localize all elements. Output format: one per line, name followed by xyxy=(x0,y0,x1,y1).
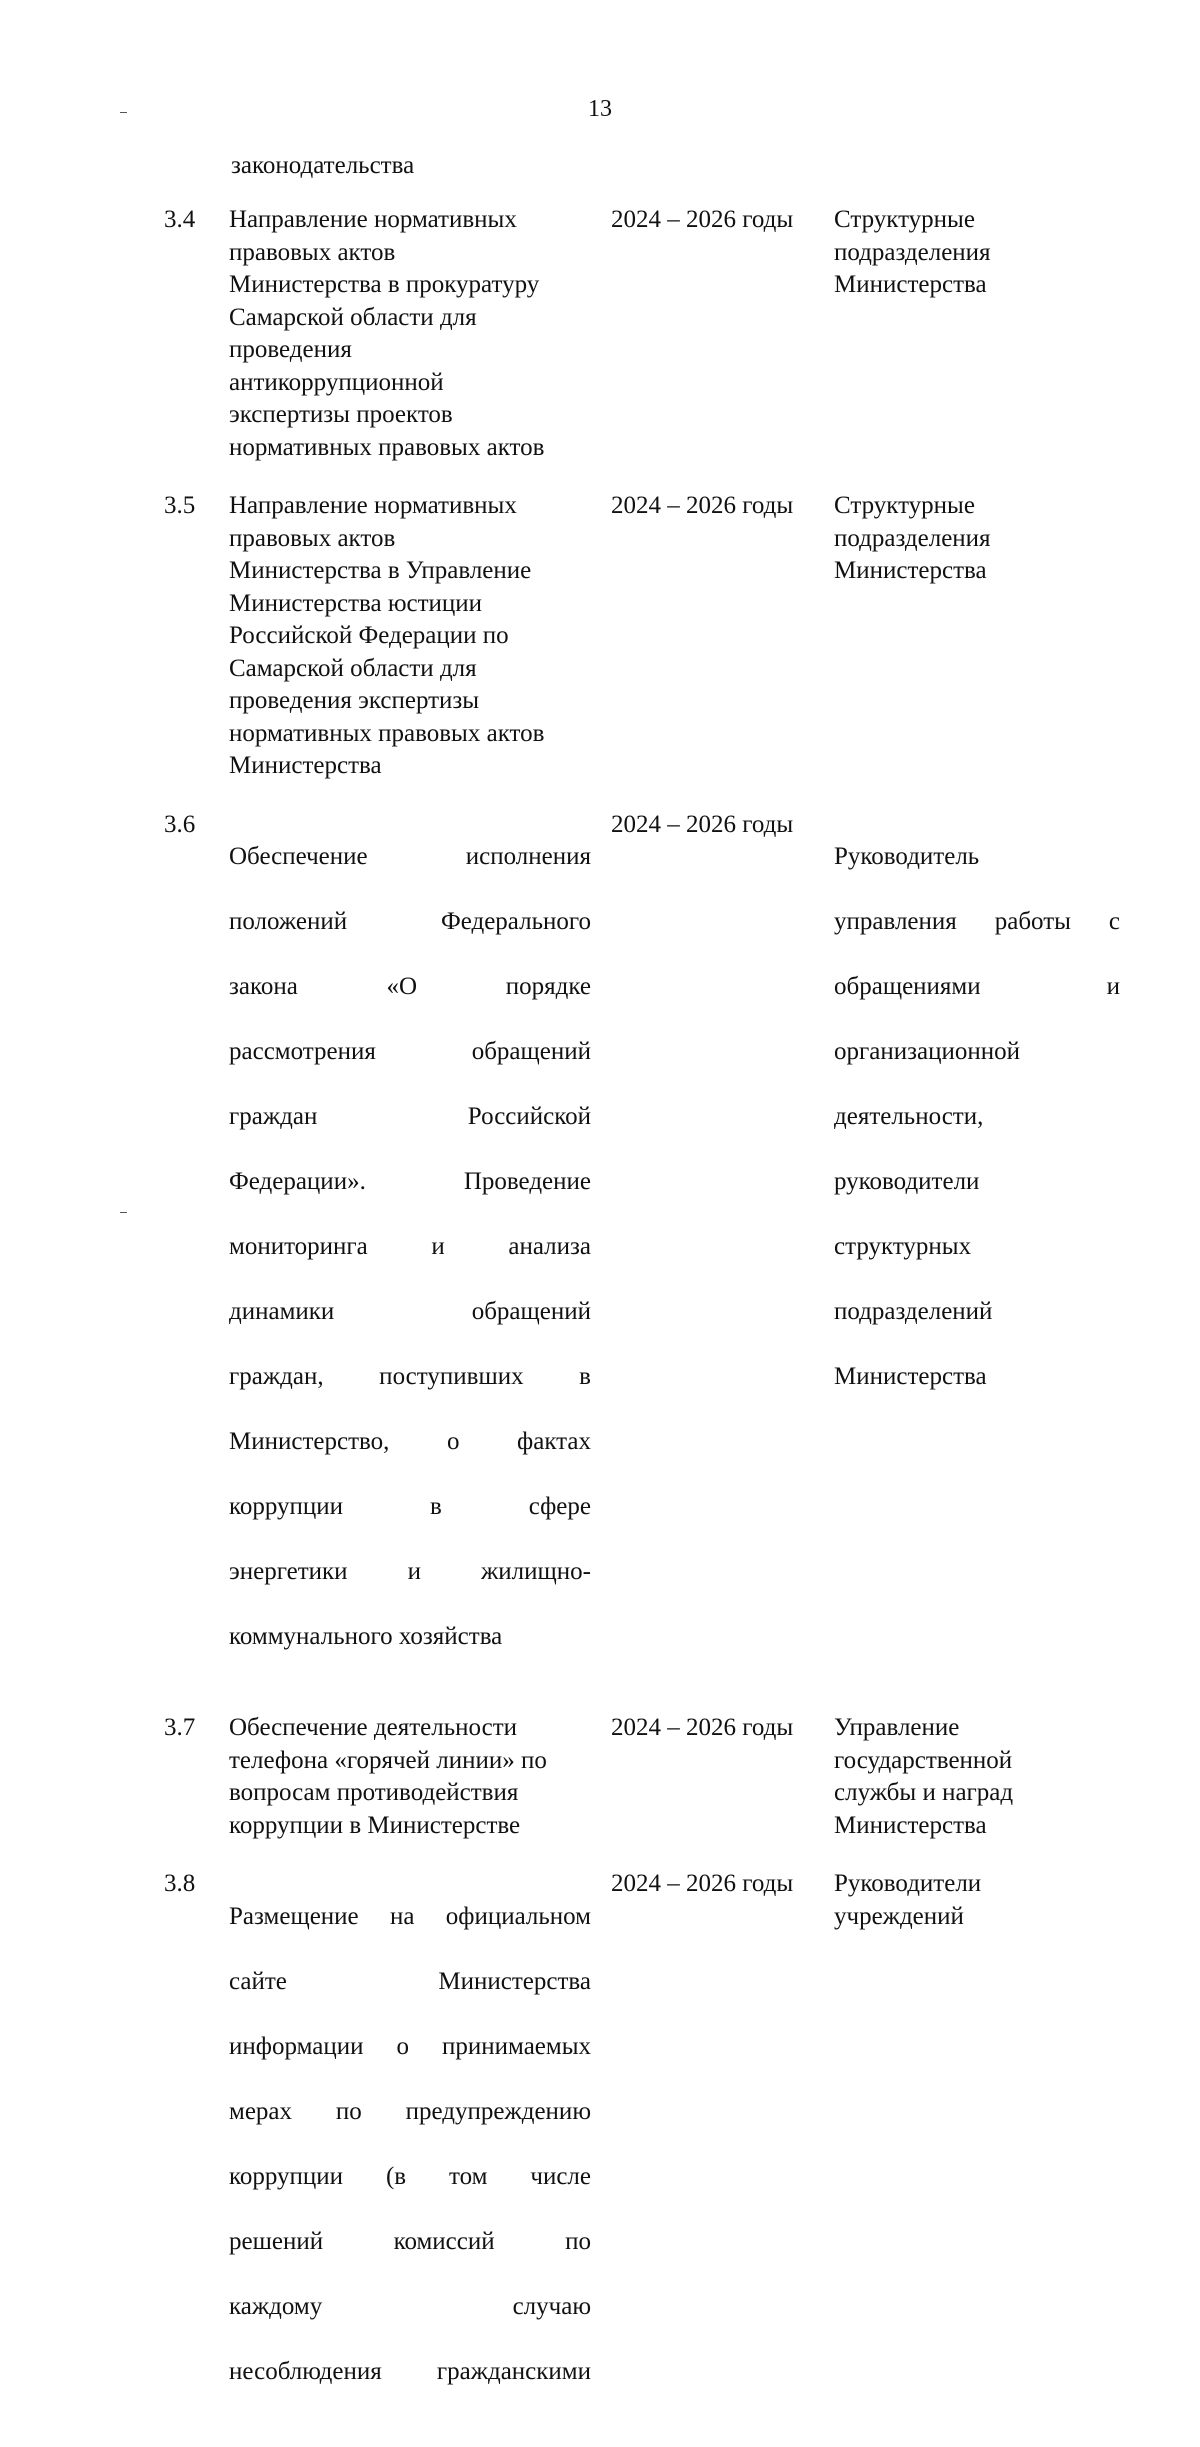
text-line: Министерство, о фактах xyxy=(229,1428,591,1455)
carried-over-text: законодательства xyxy=(231,152,415,179)
text-line: подразделений xyxy=(834,1298,993,1325)
text-line: граждан, поступивших в xyxy=(229,1363,591,1390)
implementation-period: 2024 – 2026 годы xyxy=(611,492,794,519)
text-line: динамики обращений xyxy=(229,1298,591,1325)
responsible-party: Структурные подразделения Министерства xyxy=(834,492,991,584)
text-line: каждому случаю xyxy=(229,2292,591,2320)
text-line: решений комиссий по xyxy=(229,2227,591,2255)
responsible-party: Структурные подразделения Министерства xyxy=(834,206,991,298)
table-row-3-8 xyxy=(0,1868,1200,2421)
table-row-3-7 xyxy=(0,1712,1200,1842)
text-line: структурных xyxy=(834,1233,972,1260)
text-line: Руководитель xyxy=(834,843,980,870)
text-line: сайте Министерства xyxy=(229,1967,591,1995)
responsible-party: Руководители учреждений xyxy=(834,1870,982,1930)
table-row-3-5 xyxy=(0,490,1200,783)
text-line: коммунального хозяйства xyxy=(229,1623,503,1650)
text-line: Федерации». Проведение xyxy=(229,1168,591,1195)
row-number: 3.8 xyxy=(164,1870,196,1897)
row-number: 3.6 xyxy=(164,810,196,838)
text-line: закона «О порядке xyxy=(229,973,591,1000)
text-line: Министерства xyxy=(834,1363,987,1390)
margin-mark xyxy=(120,112,127,113)
responsible-party xyxy=(834,809,1120,1427)
row-number: 3.5 xyxy=(164,492,196,519)
implementation-period: 2024 – 2026 годы xyxy=(611,810,794,838)
implementation-period: 2024 – 2026 годы xyxy=(611,206,794,233)
implementation-period: 2024 – 2026 годы xyxy=(611,1714,794,1741)
measure-description xyxy=(229,809,591,1687)
measure-description xyxy=(229,1868,591,2421)
text-line: коррупции в сфере xyxy=(229,1493,591,1520)
measure-description: Направление нормативных правовых актов Министерства в Управление Министерства юстиции Российской Федерации по Самарской области для проведения экспертизы нормативных правовых актов Министерства xyxy=(229,492,545,779)
row-number: 3.7 xyxy=(164,1714,196,1741)
text-line: организационной xyxy=(834,1038,1020,1065)
table-row-3-6 xyxy=(0,809,1200,1687)
text-line: деятельности, xyxy=(834,1103,984,1130)
text-line: информации о принимаемых xyxy=(229,2032,591,2060)
text-line: Размещение на официальном xyxy=(229,1902,591,1930)
text-line: руководители xyxy=(834,1168,980,1195)
text-line: коррупции (в том числе xyxy=(229,2162,591,2190)
text-line: положений Федерального xyxy=(229,908,591,935)
measures-table xyxy=(0,204,1200,2447)
text-line: мерах по предупреждению xyxy=(229,2097,591,2125)
row-number: 3.4 xyxy=(164,206,196,233)
text-line: граждан Российской xyxy=(229,1103,591,1130)
text-line: управления работы с xyxy=(834,908,1120,935)
text-line: несоблюдения гражданскими xyxy=(229,2357,591,2385)
table-row-3-4 xyxy=(0,204,1200,464)
implementation-period: 2024 – 2026 годы xyxy=(611,1870,794,1897)
text-line: мониторинга и анализа xyxy=(229,1233,591,1260)
text-line: обращениями и xyxy=(834,973,1120,1000)
text-line: Обеспечение исполнения xyxy=(229,843,591,870)
measure-description: Направление нормативных правовых актов Министерства в прокуратуру Самарской области для проведения антикоррупционной экспертизы проектов нормативных правовых актов xyxy=(229,206,545,461)
page-number: 13 xyxy=(588,96,612,122)
responsible-party: Управление государственной службы и наград Министерства xyxy=(834,1714,1014,1839)
text-line: рассмотрения обращений xyxy=(229,1038,591,1065)
text-line: энергетики и жилищно- xyxy=(229,1558,591,1585)
measure-description: Обеспечение деятельности телефона «горячей линии» по вопросам противодействия коррупции в Министерстве xyxy=(229,1714,547,1839)
